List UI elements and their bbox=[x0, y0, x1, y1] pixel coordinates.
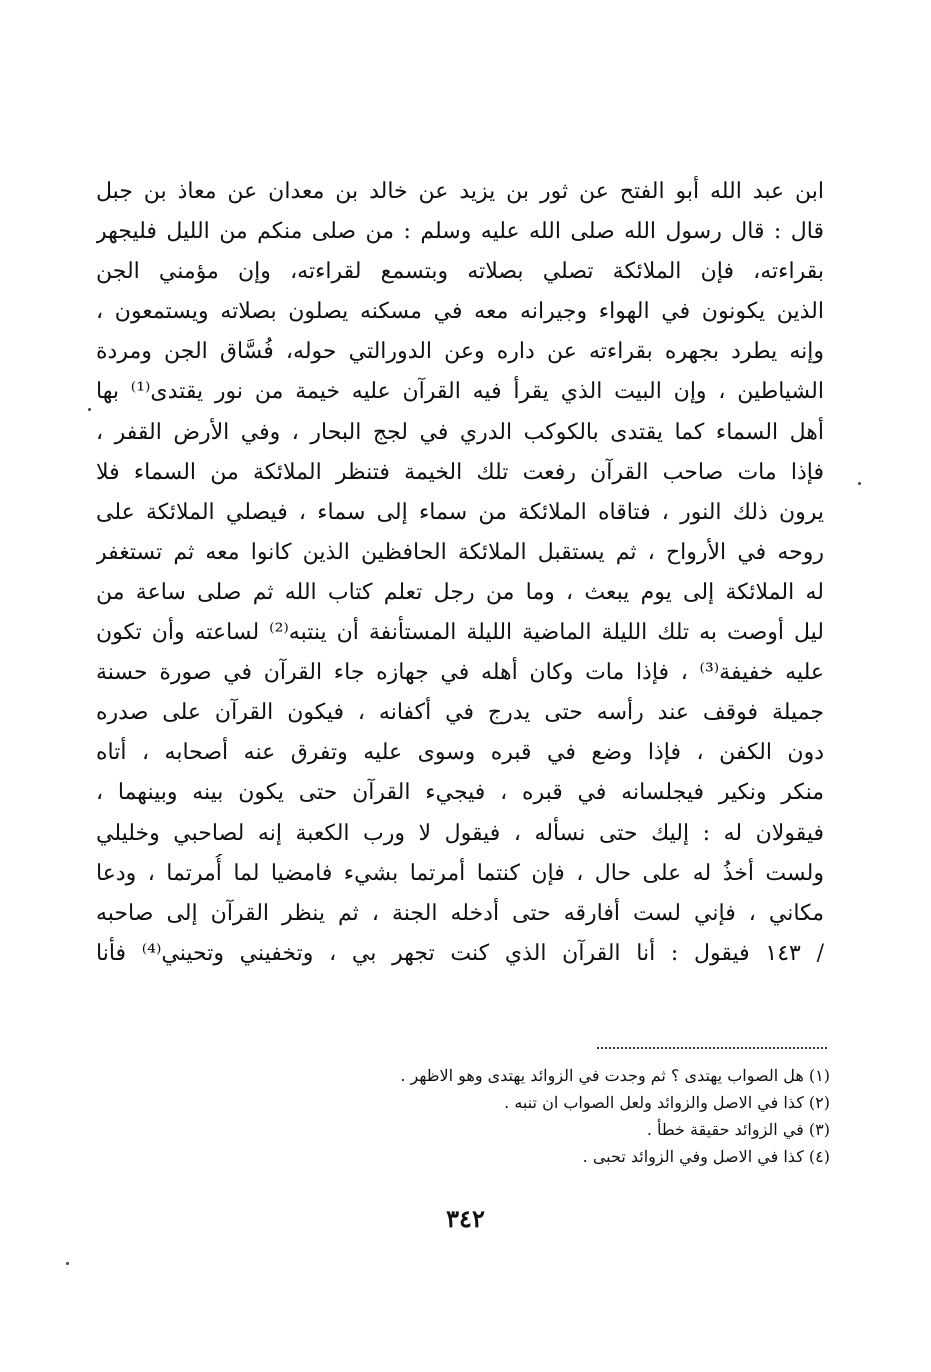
text-line: قال : قال رسول الله صلى الله عليه وسلم : من صلى منكم من الليل فليجهر bbox=[96, 219, 824, 245]
main-text-block bbox=[96, 172, 824, 974]
text-line: وإنه يطرد بجهره بقراءته عن داره وعن الدورالتي حوله، فُسَّاق الجن ومردة bbox=[96, 339, 824, 365]
footnote: (٣) في الزوائد حقيقة خطأ . bbox=[646, 1120, 830, 1139]
scan-speck bbox=[66, 1262, 69, 1265]
text-line: له الملائكة إلى يوم يبعث ، وما من رجل تعلم كتاب الله ثم صلى ساعة من bbox=[96, 579, 824, 605]
page-number: ٣٤٢ bbox=[446, 1204, 485, 1233]
scan-speck bbox=[88, 408, 91, 411]
footnote: (٤) كذا في الاصل وفي الزوائد تحبى . bbox=[582, 1147, 830, 1166]
text-line: روحه في الأرواح ، ثم يستقبل الملائكة الحافظين الذين كانوا معه ثم تستغفر bbox=[96, 539, 824, 565]
text-line: ليل أوصت به تلك الليلة الماضية الليلة المستأنفة أن ينتبه⁽²⁾ لساعته وأن تكون bbox=[96, 620, 824, 646]
footnote: (١) هل الصواب يهتدى ؟ ثم وجدت في الزوائد يهتدى وهو الاظهر . bbox=[400, 1066, 830, 1085]
text-line: عليه خفيفة⁽³⁾ ، فإذا مات وكان أهله في جهازه جاء القرآن في صورة حسنة bbox=[96, 660, 824, 686]
text-line: يرون ذلك النور ، فتاقاه الملائكة من سماء إلى سماء ، فيصلي الملائكة على bbox=[96, 499, 824, 525]
footnote-separator bbox=[597, 1047, 827, 1049]
text-line: بقراءته، فإن الملائكة تصلي بصلاته وبتسمع لقراءته، وإن مؤمني الجن bbox=[96, 259, 824, 285]
text-line: الذين يكونون في الهواء وجيرانه معه في مسكنه يصلون بصلاته ويستمعون ، bbox=[96, 299, 824, 325]
text-line: أهل السماء كما يقتدى بالكوكب الدري في لجج البحار ، وفي الأرض القفر ، bbox=[96, 419, 824, 445]
text-line: ولست أخذُ له على حال ، فإن كنتما أمرتما بشيء فامضيا لما أُمرتما ، ودعا bbox=[96, 860, 824, 886]
text-line: فيقولان له : إليك حتى نسأله ، فيقول لا ورب الكعبة إنه لصاحبي وخليلي bbox=[96, 820, 824, 846]
text-line: فإذا مات صاحب القرآن رفعت تلك الخيمة فتنظر الملائكة من السماء فلا bbox=[96, 459, 824, 485]
text-line: جميلة فوقف عند رأسه حتى يدرج في أكفانه ، فيكون القرآن على صدره bbox=[96, 700, 824, 726]
text-line: منكر ونكير فيجلسانه في قبره ، فيجيء القرآن حتى يكون بينه وبينهما ، bbox=[96, 780, 824, 806]
footnote: (٢) كذا في الاصل والزوائد ولعل الصواب ان تنبه . bbox=[504, 1093, 830, 1112]
text-line: / ١٤٣ فيقول : أنا القرآن الذي كنت تجهر بي ، وتخفيني وتحيني⁽⁴⁾ فأنا bbox=[96, 940, 824, 966]
footnotes-block bbox=[400, 1062, 830, 1170]
text-line: الشياطين ، وإن البيت الذي يقرأ فيه القرآن عليه خيمة من نور يقتدى⁽¹⁾ بها bbox=[96, 379, 824, 405]
text-line: مكاني ، فإني لست أفارقه حتى أدخله الجنة ، ثم ينظر القرآن إلى صاحبه bbox=[96, 900, 824, 926]
text-line: ابن عبد الله أبو الفتح عن ثور بن يزيد عن خالد بن معدان عن معاذ بن جبل bbox=[96, 179, 824, 204]
text-line: دون الكفن ، فإذا وضع في قبره وسوى عليه وتفرق عنه أصحابه ، أتاه bbox=[96, 740, 824, 766]
scan-speck bbox=[858, 482, 861, 485]
